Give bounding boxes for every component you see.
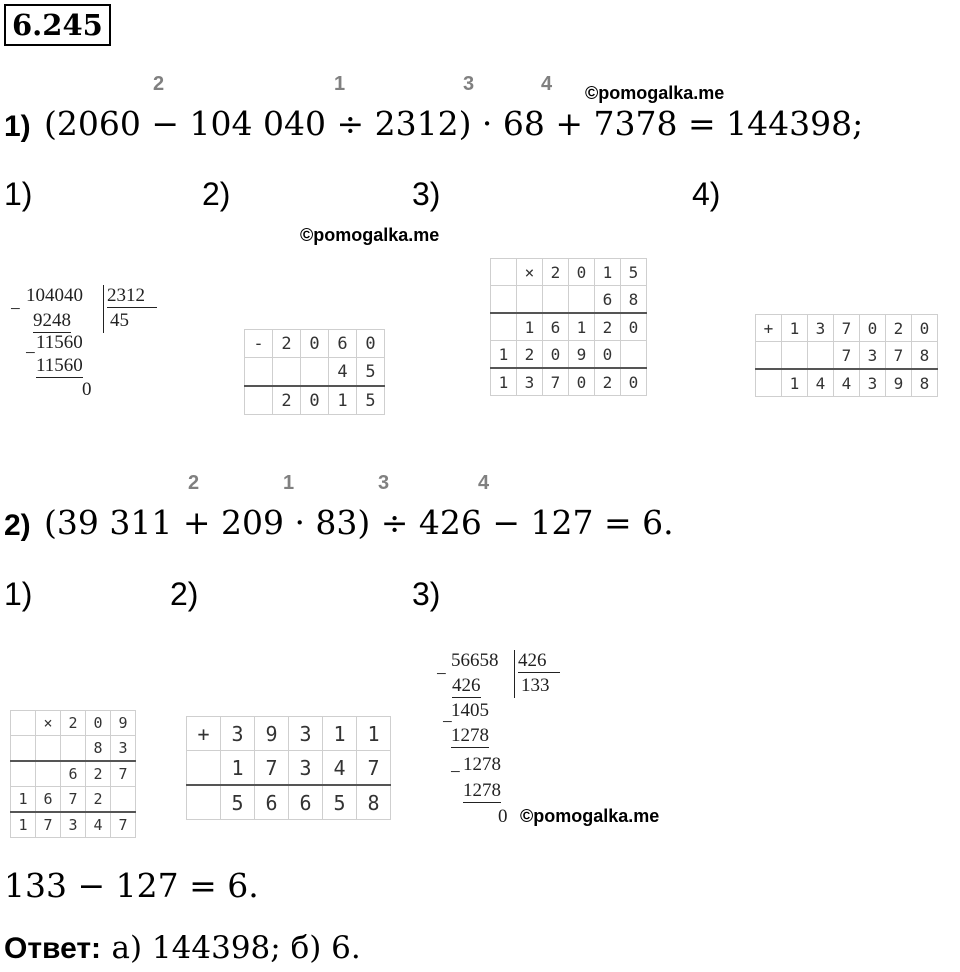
grid-cell: 7 [543,368,569,396]
order-mark: 1 [334,73,346,95]
grid-cell: 9 [255,717,289,751]
grid-cell: 7 [111,761,136,787]
final-computation: 133 − 127 = 6. [4,866,259,905]
dividend: 56658 [451,650,499,671]
grid-cell: 9 [886,369,912,397]
grid-cell [61,736,86,762]
order-mark: 3 [463,73,475,95]
remainder: 11560 [36,332,83,353]
grid-cell: 6 [36,787,61,813]
grid-cell: 2 [886,315,912,342]
grid-cell: - [245,330,273,358]
grid-cell: 0 [86,711,111,736]
grid-cell: 3 [860,342,886,370]
answer-text: а) 144398; б) 6. [111,930,361,966]
grid-cell: 1 [11,787,36,813]
answer [4,930,361,966]
answer-label: Ответ: [4,932,102,965]
remainder: 1405 [451,700,489,721]
grid-cell: 1 [517,313,543,341]
order-mark: 4 [541,73,553,95]
grid-cell: 0 [621,368,647,396]
grid-cell [11,761,36,787]
grid-cell: 9 [569,341,595,369]
grid-cell: 1 [221,751,255,786]
grid-cell: + [187,717,221,751]
grid-cell [301,358,329,387]
grid-cell: 4 [86,812,111,838]
grid-cell: 3 [808,315,834,342]
multiplication-grid [10,710,136,838]
grid-cell [187,751,221,786]
minus-sign: − [450,762,461,783]
step-label: 2) [170,576,199,612]
minus-sign: − [25,343,36,364]
grid-cell: 6 [595,286,621,314]
quotient: 133 [521,675,550,696]
grid-cell: 6 [289,785,323,820]
grid-cell [621,341,647,369]
remainder: 0 [82,379,92,400]
grid-cell: 3 [289,717,323,751]
step-label: 4) [692,176,721,212]
subtrahend: 9248 [33,310,71,331]
grid-cell: 5 [621,259,647,286]
grid-cell: 7 [886,342,912,370]
grid-cell: 2 [273,330,301,358]
grid-cell: 4 [834,369,860,397]
grid-cell [36,736,61,762]
grid-cell: 0 [569,259,595,286]
grid-cell: × [517,259,543,286]
grid-cell: 0 [621,313,647,341]
division-bar [514,650,515,698]
grid-cell: 0 [357,330,385,358]
watermark: ©pomogalka.me [585,83,725,103]
step-label: 3) [412,576,441,612]
grid-cell [36,761,61,787]
long-division-1 [10,285,170,425]
grid-cell: 2 [595,368,621,396]
task1-expression: (2060 − 104 040 ÷ 2312) · 68 + 7378 = 144398; [44,104,864,143]
order-mark: 3 [378,472,390,494]
grid-cell: 9 [111,711,136,736]
grid-cell: 8 [912,342,938,370]
divisor: 2312 [107,285,157,308]
step-label: 1) [4,576,33,612]
grid-cell [569,286,595,314]
grid-cell: 5 [221,785,255,820]
grid-cell: 0 [569,368,595,396]
grid-cell: 7 [111,812,136,838]
grid-cell: 0 [860,315,886,342]
subtraction-grid [244,329,385,415]
grid-cell: 7 [36,812,61,838]
grid-cell [543,286,569,314]
grid-cell: 2 [86,787,111,813]
order-mark: 1 [283,472,295,494]
grid-cell: 3 [111,736,136,762]
grid-cell: 0 [301,386,329,415]
grid-cell: 8 [357,785,391,820]
grid-cell: 4 [329,358,357,387]
grid-cell: 6 [255,785,289,820]
grid-cell: 3 [221,717,255,751]
subtrahend: 1278 [451,725,489,746]
divisor: 426 [518,650,560,673]
grid-cell [11,736,36,762]
remainder: 0 [498,806,508,827]
grid-cell [11,711,36,736]
grid-cell: 0 [912,315,938,342]
grid-cell: 7 [61,787,86,813]
step-label: 1) [4,176,33,212]
grid-cell: 1 [595,259,621,286]
grid-cell: 2 [86,761,111,787]
grid-cell [273,358,301,387]
grid-cell: 0 [595,341,621,369]
task-label: 1) [4,110,31,143]
watermark: ©pomogalka.me [520,806,660,826]
long-division-2 [436,650,576,830]
grid-cell [111,787,136,813]
grid-cell [782,342,808,370]
grid-cell: 7 [255,751,289,786]
grid-cell [491,313,517,341]
grid-cell: × [36,711,61,736]
subtrahend: 1278 [463,780,501,801]
grid-cell: 1 [569,313,595,341]
addition-grid [755,314,938,397]
grid-cell [491,286,517,314]
problem-number: 6.245 [4,4,111,46]
minus-sign: − [442,712,453,733]
order-mark: 2 [153,73,165,95]
grid-cell [245,358,273,387]
step-label: 3) [412,176,441,212]
grid-cell: 2 [595,313,621,341]
grid-cell: 2 [517,341,543,369]
grid-cell: 3 [517,368,543,396]
grid-cell: 7 [834,342,860,370]
grid-cell: 5 [357,386,385,415]
grid-cell: 2 [543,259,569,286]
grid-cell: 2 [273,386,301,415]
quotient: 45 [110,310,129,331]
remainder: 1278 [463,754,501,775]
grid-cell: 1 [323,717,357,751]
grid-cell [245,386,273,415]
grid-cell: 1 [782,315,808,342]
grid-cell: 1 [491,341,517,369]
grid-cell: 3 [860,369,886,397]
minus-sign: − [10,299,21,320]
step-label: 2) [202,176,231,212]
multiplication-grid [490,258,647,396]
grid-cell: 1 [491,368,517,396]
grid-cell: 7 [834,315,860,342]
grid-cell: 0 [543,341,569,369]
grid-cell: 8 [86,736,111,762]
grid-cell [491,259,517,286]
grid-cell: 6 [543,313,569,341]
grid-cell: 2 [61,711,86,736]
grid-cell [808,342,834,370]
grid-cell: 4 [808,369,834,397]
grid-cell [517,286,543,314]
grid-cell: 5 [357,358,385,387]
subtrahend: 11560 [36,355,83,376]
grid-cell: 1 [11,812,36,838]
grid-cell [756,369,782,397]
grid-cell [756,342,782,370]
addition-grid [186,716,391,820]
grid-cell: 7 [357,751,391,786]
grid-cell: 1 [357,717,391,751]
grid-cell: 6 [61,761,86,787]
grid-cell: 0 [301,330,329,358]
grid-cell: + [756,315,782,342]
division-bar [103,285,104,333]
watermark: ©pomogalka.me [300,225,440,245]
subtrahend: 426 [452,675,481,696]
grid-cell: 8 [912,369,938,397]
grid-cell: 4 [323,751,357,786]
grid-cell: 8 [621,286,647,314]
task-label: 2) [4,509,31,542]
grid-cell [187,785,221,820]
task2-expression: (39 311 + 209 · 83) ÷ 426 − 127 = 6. [44,503,674,542]
grid-cell: 1 [782,369,808,397]
order-mark: 2 [188,472,200,494]
dividend: 104040 [26,285,83,306]
grid-cell: 6 [329,330,357,358]
order-mark: 4 [478,472,490,494]
grid-cell: 5 [323,785,357,820]
grid-cell: 3 [289,751,323,786]
grid-cell: 3 [61,812,86,838]
minus-sign: − [436,664,447,685]
grid-cell: 1 [329,386,357,415]
